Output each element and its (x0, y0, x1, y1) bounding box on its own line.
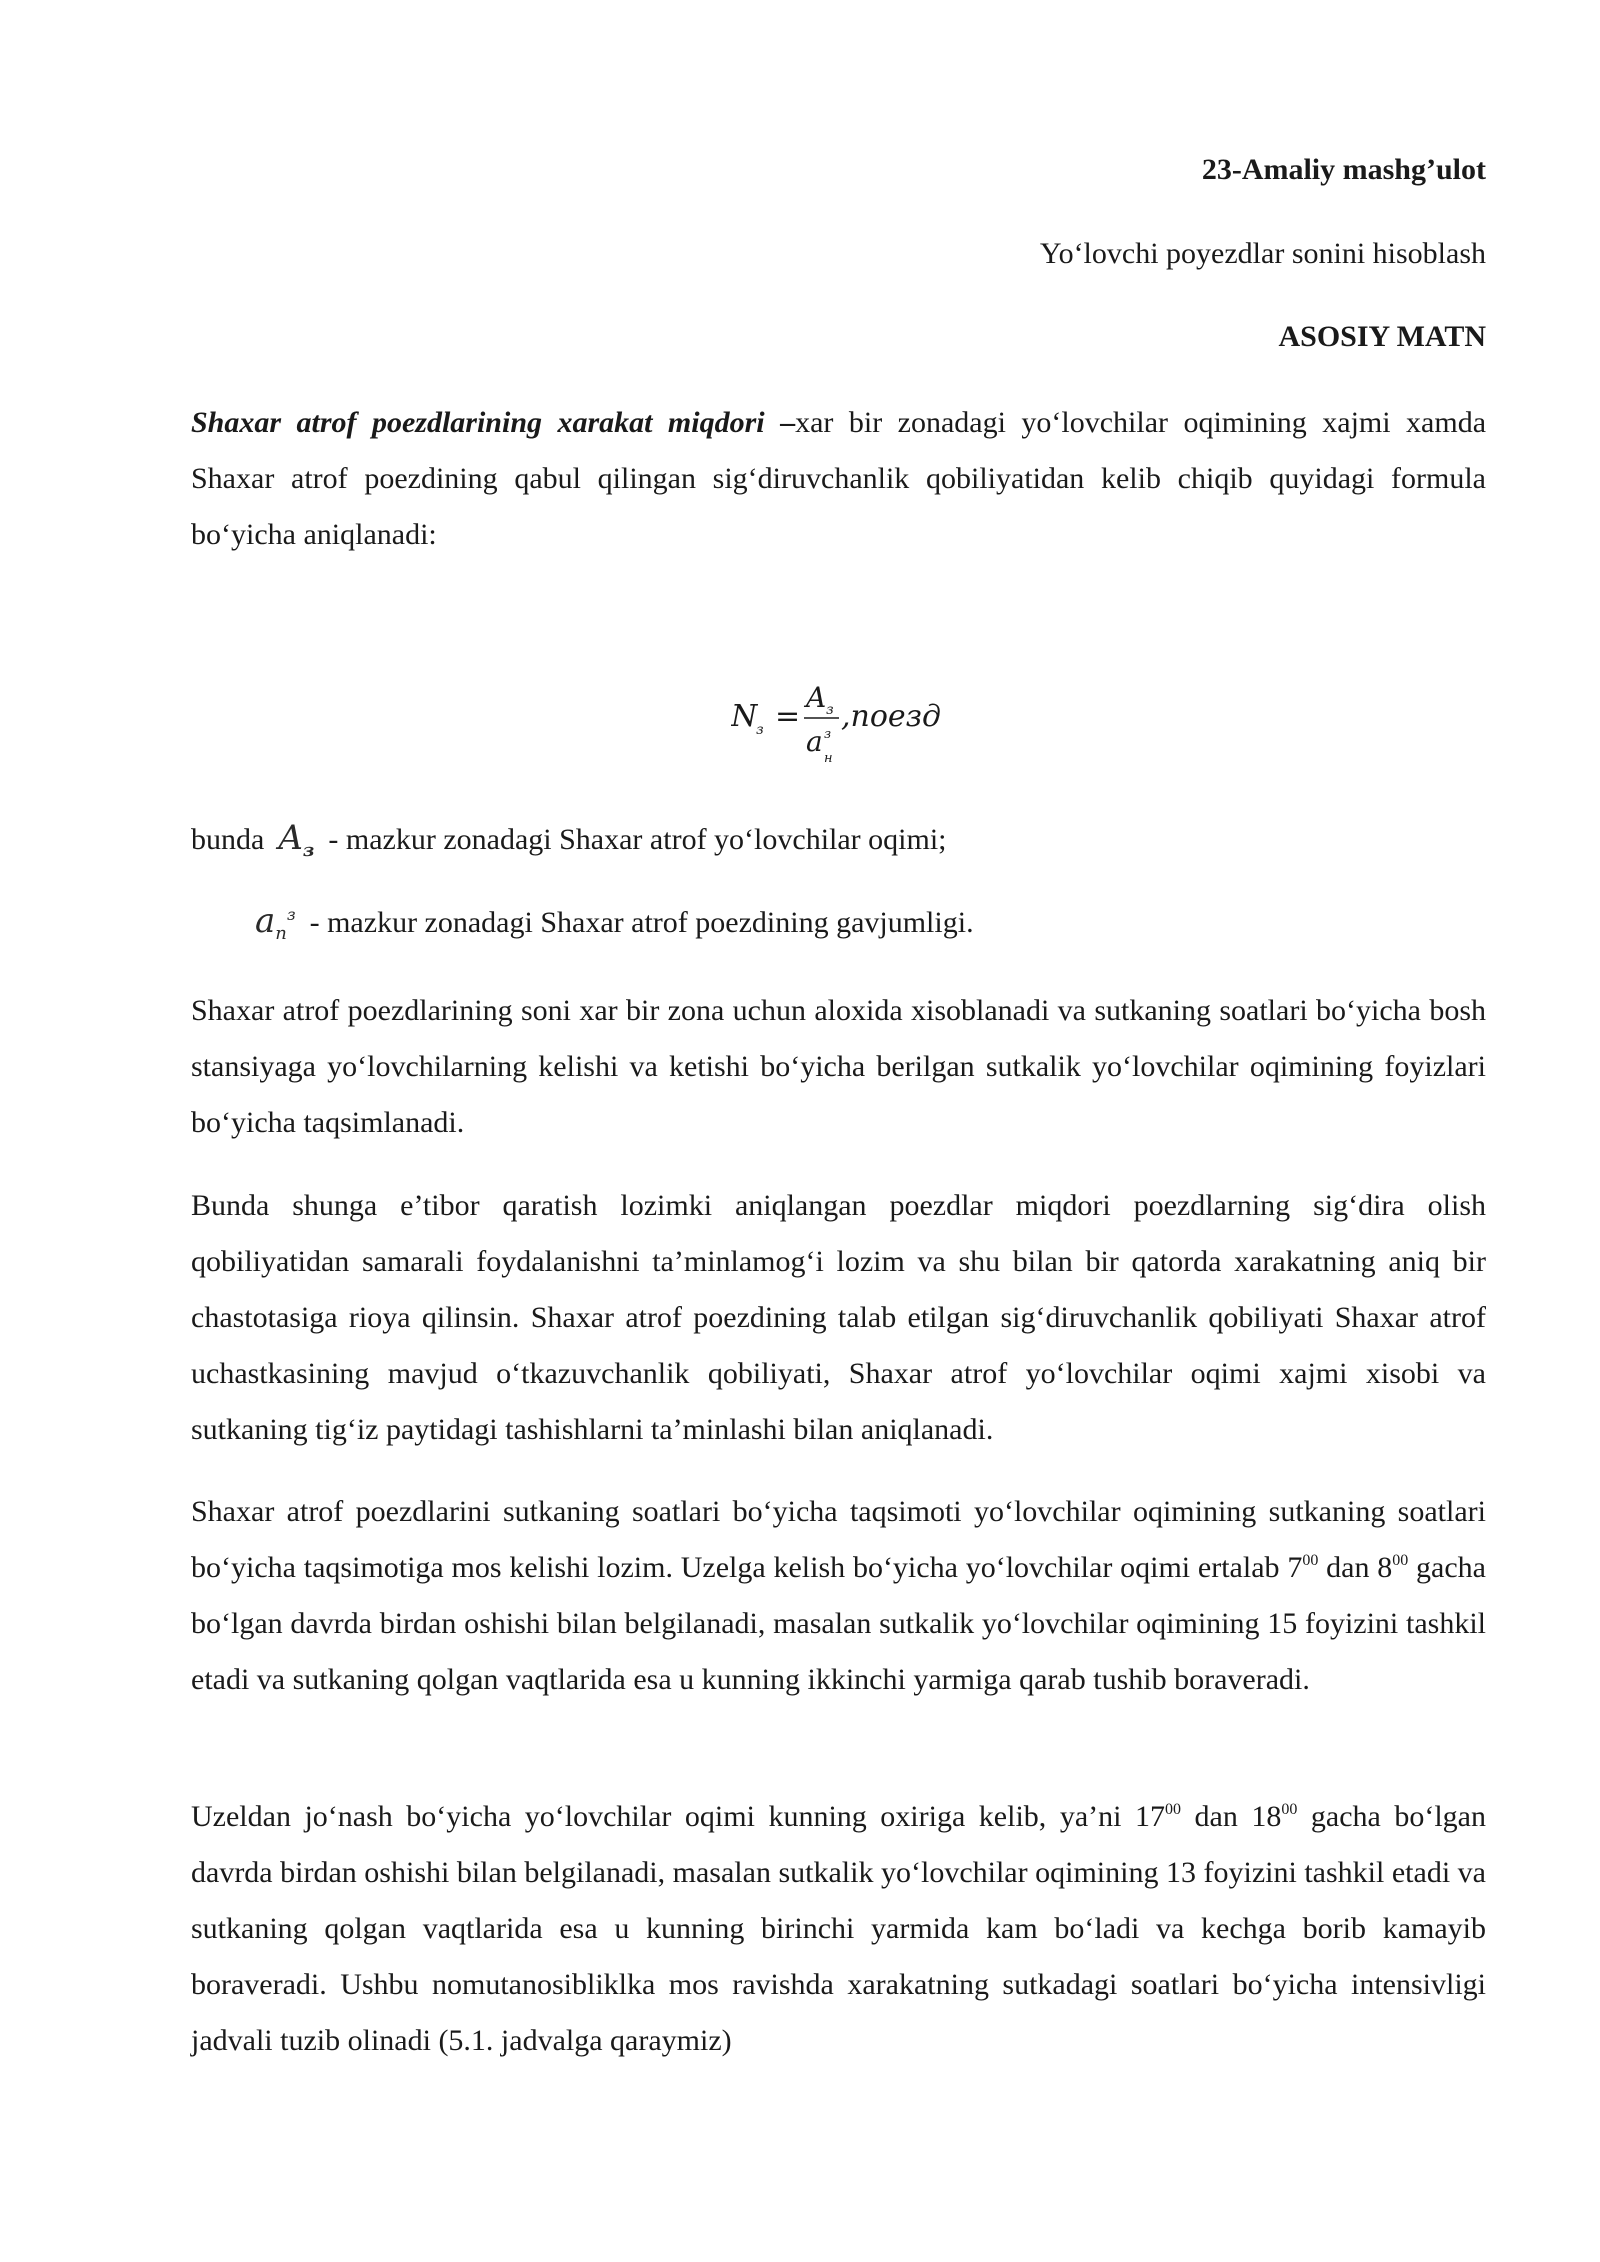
definition-A (191, 810, 947, 879)
p3-time-2: 8 (1377, 1551, 1393, 1584)
intro-text: xar bir zonadagi yo‘lovchilar oqimining xajmi xamda Shaxar atrof poezdining qabul qilingan sig‘diruvchanlik qobiliyatidan kelib chiqib quyidagi formula bo‘yicha aniqlanadi: (191, 406, 1487, 551)
practical-lesson-heading: 23-Amaliy mashg’ulot (1201, 153, 1486, 186)
definition-lead: bunda (191, 823, 265, 856)
intro-paragraph (191, 395, 1486, 563)
a-symbol-sub: n (275, 923, 287, 944)
A-symbol: A (278, 818, 303, 858)
p4-text-c: gacha bo‘lgan davrda birdan oshishi bilan belgilanadi, masalan sutkalik yo‘lovchilar oqimining 13 foyizini tashkil etadi va sutkaning qolgan vaqtlarida esa u kunning birinchi yarmida kam bo‘ladi va kechga borib kamayib boraveradi. Ushbu nomutanosibliklka mos ravishda xarakatning sutkadagi soatlari bo‘yicha intensivligi jadvali tuzib olinadi (5.1. jadvalga qaraymiz) (191, 1800, 1486, 2057)
paragraph-2: Bunda shunga e’tibor qaratish lozimki aniqlangan poezdlar miqdori poezdlarning sig‘dira olish qobiliyatidan samarali foydalanishni ta’minlamog‘i lozim va shu bilan bir qatorda xarakatning aniq bir chastotasiga rioya qilinsin. Shaxar atrof poezdining talab etilgan sig‘diruvchanlik qobiliyati Shaxar atrof uchastkasining mavjud o‘tkazuvchanlik qobiliyati, Shaxar atrof yo‘lovchilar oqimi xajmi xisobi va sutkaning tig‘iz paytidagi tashishlarni ta’minlashi bilan aniqlanadi. (191, 1189, 1486, 1446)
p4-text-b: dan (1180, 1800, 1252, 1833)
p4-time-2: 18 (1251, 1800, 1282, 1833)
formula-lhs-sub: з (756, 722, 764, 738)
p3-time-2-sup: 00 (1392, 1552, 1409, 1569)
p4-time-1: 17 (1134, 1800, 1165, 1833)
term-dash: – (764, 406, 796, 439)
formula-numerator-sub: з (826, 702, 834, 718)
p3-time-1-sup: 00 (1302, 1552, 1319, 1569)
formula-numerator: A (806, 681, 827, 714)
lesson-subtitle: Yo‘lovchi poyezdlar sonini hisoblash (1039, 237, 1486, 270)
p3-text-a: Shaxar atrof poezdlarini sutkaning soatlari bo‘yicha taqsimoti yo‘lovchilar oqimining sutkaning soatlari bo‘yicha taqsimotiga mos kelishi lozim. Uzelga kelish bo‘yicha yo‘lovchilar oqimi ertalab (191, 1495, 1486, 1584)
p3-time-1: 7 (1287, 1551, 1303, 1584)
section-title: ASOSIY MATN (1278, 320, 1486, 353)
formula-lhs: N (731, 699, 758, 734)
p3-text-c: gacha bo‘lgan davrda birdan oshishi bilan belgilanadi, masalan sutkalik yo‘lovchilar oqimining 15 foyizini tashkil etadi va sutkaning qolgan vaqtlarida esa u kunning ikkinchi yarmiga qarab tushib boraveradi. (191, 1551, 1486, 1696)
paragraph-1: Shaxar atrof poezdlarining soni xar bir zona uchun aloxida xisoblanadi va sutkaning soatlari bo‘yicha bosh stansiyaga yo‘lovchilarning kelishi va ketishi bo‘yicha berilgan sutkalik yo‘lovchilar oqimining foyizlari bo‘yicha taqsimlanadi. (191, 994, 1486, 1139)
defined-term: Shaxar atrof poezdlarining xarakat miqdori (191, 406, 765, 439)
formula-denominator-sub: н (824, 751, 833, 766)
definition-a (255, 893, 974, 962)
formula-denominator: a (806, 725, 823, 758)
p3-text-b: dan (1318, 1551, 1378, 1584)
p4-time-1-sup: 00 (1164, 1801, 1181, 1818)
formula-unit: ,поезд (841, 699, 942, 734)
paragraph-3 (191, 1484, 1486, 1708)
p4-text-a: Uzeldan jo‘nash bo‘yicha yo‘lovchilar oqimi kunning oxiriga kelib, ya’ni (191, 1800, 1135, 1833)
a-symbol-sup: з (286, 905, 296, 924)
a-definition-text: - mazkur zonadagi Shaxar atrof poezdining gavjumligi. (309, 906, 974, 939)
formula-denominator-sup: з (824, 727, 832, 742)
a-symbol: a (255, 901, 276, 941)
formula-equals: = (775, 699, 801, 734)
paragraph-4 (191, 1789, 1486, 2069)
p4-time-2-sup: 00 (1281, 1801, 1298, 1818)
train-count-formula (731, 672, 991, 772)
A-definition-text: - mazkur zonadagi Shaxar atrof yo‘lovchilar oqimi; (328, 823, 947, 856)
A-symbol-sub: з (302, 840, 315, 861)
